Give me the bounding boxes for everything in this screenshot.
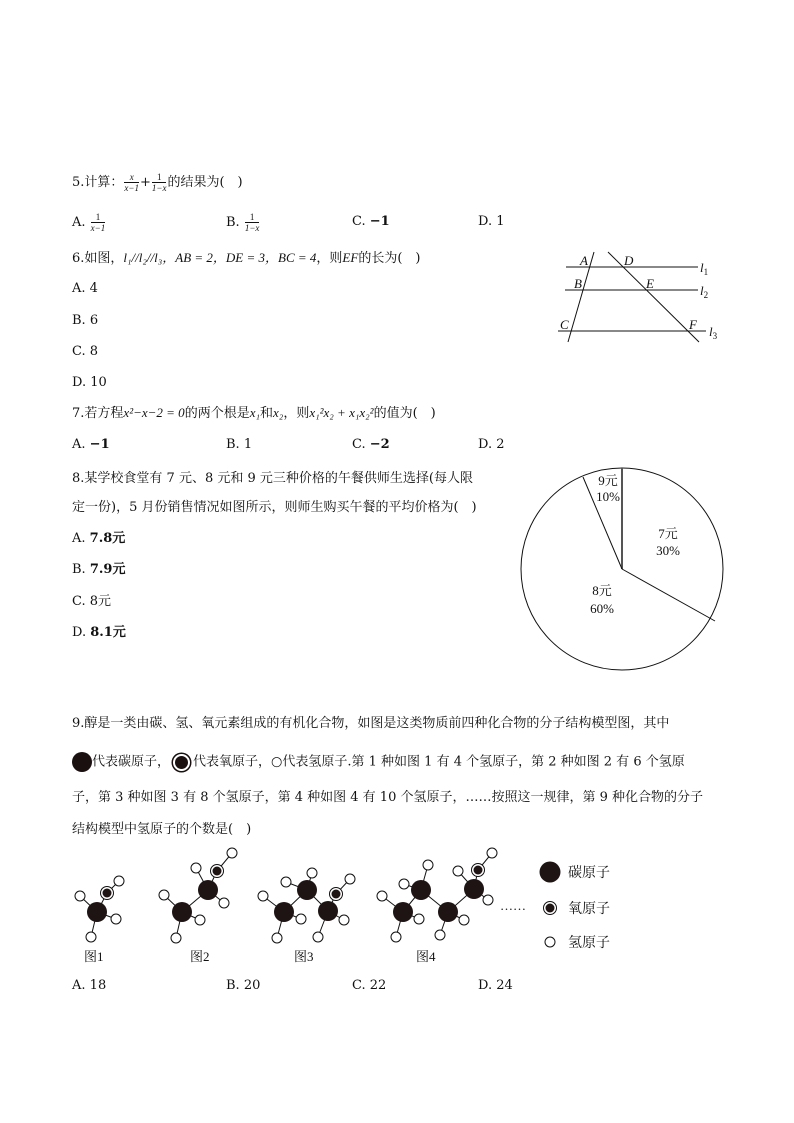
q5-option-c[interactable]: C. −1 xyxy=(352,214,390,229)
figure-caption-2: 图2 xyxy=(190,949,210,964)
pie-chart xyxy=(510,465,730,675)
figure-caption-4: 图4 xyxy=(416,949,436,964)
question-number: 8. xyxy=(72,471,85,486)
svg-text:氧原子: 氧原子 xyxy=(568,902,610,917)
pie-label-8yuan: 8元 xyxy=(592,583,612,598)
figure-caption-1: 图1 xyxy=(84,949,104,964)
q6-option-c[interactable]: C. 8 xyxy=(72,344,99,359)
q9-option-d[interactable]: D. 24 xyxy=(478,978,513,993)
question-9-stem-line2: 代表碳原子， 代表氧原子，○代表氢原子.第 1 种如图 1 有 4 个氢原子，第 2 种如图 2 有 6 个氢原 xyxy=(72,752,685,772)
q7-option-c[interactable]: C. −2 xyxy=(352,437,390,452)
line-label-l3: $l_3$ xyxy=(709,324,718,341)
q8-option-a[interactable]: A. 7.8元 xyxy=(72,531,126,546)
line-label-l2: $l_2$ xyxy=(700,283,709,300)
carbon-atom-icon xyxy=(540,862,561,883)
legend xyxy=(540,862,611,952)
line-label-l1: $l_1$ xyxy=(700,260,709,277)
q9-option-b[interactable]: B. 20 xyxy=(226,978,261,993)
question-9-stem-line4: 结构模型中氢原子的个数是( ) xyxy=(72,822,252,837)
q8-option-b[interactable]: B. 7.9元 xyxy=(72,562,126,577)
q6-option-a[interactable]: A. 4 xyxy=(72,281,98,296)
carbon-atom-icon xyxy=(72,752,92,772)
q5-option-b[interactable]: B. $\frac{1}{1-x}$ xyxy=(226,212,260,233)
q5-option-a[interactable]: A. $\frac{1}{x-1}$ xyxy=(72,212,106,233)
stem-suffix: 的结果为( ) xyxy=(167,175,243,190)
fraction: $\frac{1}{1-x}$ xyxy=(151,172,167,193)
pie-label-7yuan: 7元 xyxy=(658,526,678,541)
point-c: C xyxy=(560,317,569,332)
point-b: B xyxy=(574,276,582,291)
molecule-figures xyxy=(60,840,630,970)
question-number: 7. xyxy=(72,406,85,421)
q8-option-d[interactable]: D. 8.1元 xyxy=(72,625,126,640)
question-number: 9. xyxy=(72,716,85,731)
question-number: 6. xyxy=(72,251,85,266)
q8-option-c[interactable]: C. 8元 xyxy=(72,594,112,609)
ellipsis: …… xyxy=(500,898,526,913)
point-f: F xyxy=(689,317,697,332)
question-6-stem: 6.如图，l₁//l₂//l₃，AB = 2，DE = 3，BC = 4，则EF的长为( ) xyxy=(72,250,421,266)
point-d: D xyxy=(624,253,634,268)
question-5-stem: 5.计算： $\frac{x}{x-1}$ + $\frac{1}{1-x}$ 的结果为( ) xyxy=(72,172,243,193)
figure-caption-3: 图3 xyxy=(294,949,314,964)
question-8-stem-line2: 定一份)，5 月份销售情况如图所示，则师生购买午餐的平均价格为( ) xyxy=(72,500,477,515)
point-e: E xyxy=(646,276,654,291)
point-a: A xyxy=(580,253,588,268)
pie-percent-7yuan: 30% xyxy=(656,543,680,558)
question-8-stem-line1: 8.某学校食堂有 7 元、8 元和 9 元三种价格的午餐供师生选择(每人限 xyxy=(72,471,473,486)
q9-option-a[interactable]: A. 18 xyxy=(72,978,107,993)
pie-label-9yuan: 9元 xyxy=(598,473,618,488)
hydrogen-atom-icon xyxy=(545,937,555,947)
q7-option-d[interactable]: D. 2 xyxy=(478,437,505,452)
q7-option-a[interactable]: A. −1 xyxy=(72,437,110,452)
parallel-lines-figure xyxy=(550,245,730,350)
fraction: $\frac{1}{1-x}$ xyxy=(244,212,260,233)
stem-prefix: 计算： xyxy=(84,175,124,190)
svg-text:碳原子: 碳原子 xyxy=(568,866,610,881)
fraction: $\frac{x}{x-1}$ xyxy=(124,172,139,193)
question-9-stem-line3: 子，第 3 种如图 3 有 8 个氢原子，第 4 种如图 4 有 10 个氢原子，……按照这一规律，第 9 种化合物的分子 xyxy=(72,790,704,805)
q6-option-b[interactable]: B. 6 xyxy=(72,313,99,328)
q6-option-d[interactable]: D. 10 xyxy=(72,375,107,390)
fraction: $\frac{1}{x-1}$ xyxy=(90,212,106,233)
oxygen-atom-icon xyxy=(173,754,190,771)
q9-option-c[interactable]: C. 22 xyxy=(352,978,387,993)
q7-option-b[interactable]: B. 1 xyxy=(226,437,253,452)
q5-option-d[interactable]: D. 1 xyxy=(478,214,505,229)
question-number: 5. xyxy=(72,175,85,190)
question-9-stem-line1: 9.醇是一类由碳、氢、氧元素组成的有机化合物，如图是这类物质前四种化合物的分子结构模型图，其中 xyxy=(72,716,670,731)
question-7-stem: 7.若方程x²−x−2 = 0的两个根是x₁和x₂，则x₁²x₂ + x₁x₂²的值为( ) xyxy=(72,405,436,421)
svg-text:氢原子: 氢原子 xyxy=(568,936,610,951)
pie-percent-8yuan: 60% xyxy=(590,601,614,616)
pie-percent-9yuan: 10% xyxy=(596,489,620,504)
